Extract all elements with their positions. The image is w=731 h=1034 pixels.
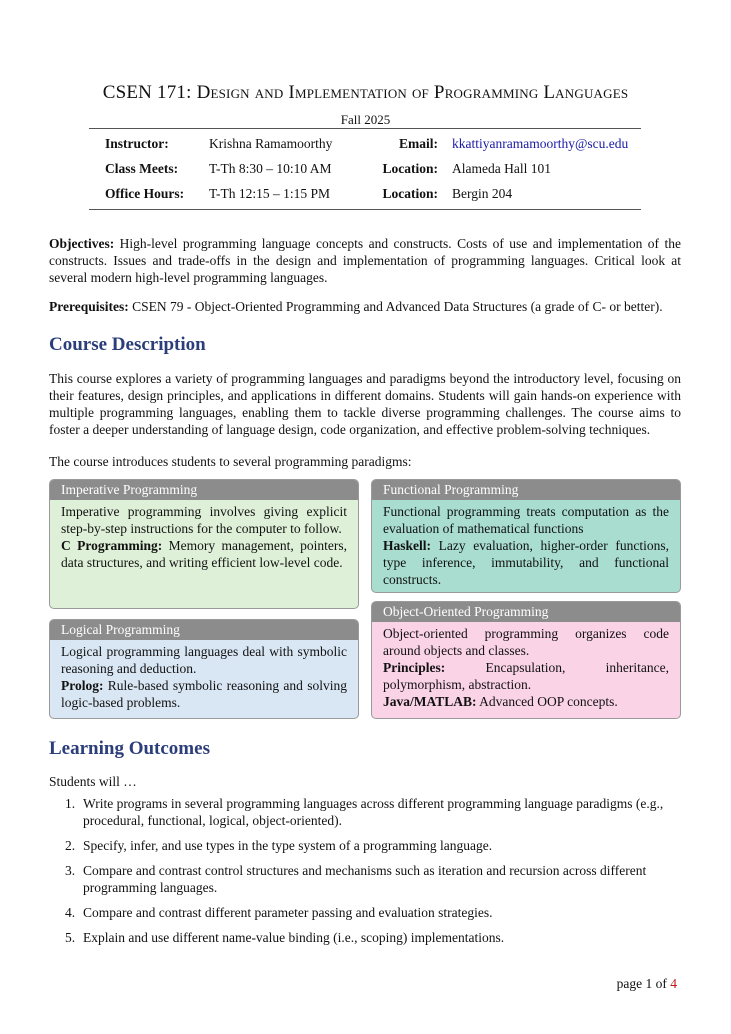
outcome-number: 3. (65, 863, 76, 878)
box-body (50, 640, 358, 715)
box-body (372, 500, 680, 592)
learning-outcomes-list (49, 795, 681, 954)
outcome-item (49, 904, 681, 921)
course-info-table (89, 128, 641, 210)
course-description-paragraph: This course explores a variety of programming languages and paradigms beyond the introductory level, focusing on their features, design principles, and applications in different domains. Students will gain hands-on experience with multiple programming languages, enabling them to tackle diverse programming challenges. The course aims to foster a deeper understanding of language design, code organization, and effective problem-solving techniques. (49, 371, 681, 437)
logical-programming-box (49, 619, 359, 719)
info-row-instructor (89, 132, 641, 157)
info-row-office-hours (89, 182, 641, 207)
box-title: Imperative Programming (50, 480, 358, 500)
page-number (617, 976, 677, 992)
box-title: Object-Oriented Programming (372, 602, 680, 622)
outcome-number: 2. (65, 838, 76, 853)
instructor-value: Krishna Ramamoorthy (209, 136, 333, 151)
learning-outcomes-heading: Learning Outcomes (49, 738, 210, 759)
email-label: Email: (399, 136, 438, 151)
prerequisites-text: CSEN 79 - Object-Oriented Programming and Advanced Data Structures (a grade of C- or better). (128, 299, 663, 314)
class-location-value: Alameda Hall 101 (452, 161, 551, 176)
office-hours-label: Office Hours: (105, 186, 185, 201)
box-item-label: Haskell: (383, 538, 432, 553)
page-number-prefix: page 1 of (616, 976, 671, 991)
functional-programming-box (371, 479, 681, 593)
imperative-programming-box (49, 479, 359, 609)
learning-outcomes-intro: Students will … (49, 774, 137, 789)
term: Fall 2025 (340, 112, 391, 127)
prerequisites-paragraph (49, 298, 681, 315)
outcome-text: Explain and use different name-value binding (i.e., scoping) implementations. (83, 930, 505, 945)
outcome-number: 4. (65, 905, 76, 920)
box-title: Logical Programming (50, 620, 358, 640)
outcome-item (49, 795, 681, 829)
box-item-text: Lazy evaluation, higher-order functions, type inference, immutability, and functional constructs. (383, 538, 669, 587)
box-item-text: Rule-based symbolic reasoning and solving logic-based problems. (61, 678, 347, 710)
box-description: Logical programming languages deal with symbolic reasoning and deduction. (61, 644, 347, 676)
instructor-label: Instructor: (105, 136, 169, 151)
outcome-number: 1. (65, 796, 76, 811)
box-body (50, 500, 358, 575)
class-meets-label: Class Meets: (105, 161, 179, 176)
objectives-label: Objectives: (49, 236, 115, 251)
office-location-value: Bergin 204 (452, 186, 513, 201)
box-item-label: Prolog: (61, 678, 104, 693)
page-total-link[interactable]: 4 (670, 976, 677, 991)
box-item-text: Encapsulation, inheritance, polymorphism, abstraction. (383, 660, 669, 692)
course-title: CSEN 171: Design and Implementation of Programming Languages (102, 82, 629, 103)
outcome-item (49, 929, 681, 946)
box-description: Functional programming treats computation as the evaluation of mathematical functions (383, 504, 669, 536)
outcome-text: Write programs in several programming languages across different programming language paradigms (e.g., procedural, functional, logical, object-oriented). (83, 796, 664, 828)
box-body (372, 622, 680, 714)
outcome-text: Compare and contrast different parameter passing and evaluation strategies. (83, 905, 493, 920)
box-item-label: Principles: (383, 660, 446, 675)
box-item-text: Memory management, pointers, data structures, and writing efficient low-level code. (61, 538, 347, 570)
class-location-label: Location: (382, 161, 438, 176)
outcome-item (49, 862, 681, 896)
office-location-label: Location: (382, 186, 438, 201)
objectives-paragraph (49, 235, 681, 286)
email-link[interactable]: kkattiyanramamoorthy@scu.edu (452, 136, 629, 151)
outcome-text: Specify, infer, and use types in the type system of a programming language. (83, 838, 493, 853)
outcome-text: Compare and contrast control structures and mechanisms such as iteration and recursion across different programming languages. (83, 863, 647, 895)
office-hours-value: T-Th 12:15 – 1:15 PM (209, 186, 331, 201)
outcome-item (49, 837, 681, 854)
class-meets-value: T-Th 8:30 – 10:10 AM (209, 161, 332, 176)
box-description: Imperative programming involves giving explicit step-by-step instructions for the computer to follow. (61, 504, 347, 536)
info-row-class-meets (89, 157, 641, 182)
box-item-label: C Programming: (61, 538, 163, 553)
box-item-label: Java/MATLAB: (383, 694, 477, 709)
object-oriented-programming-box (371, 601, 681, 719)
box-title: Functional Programming (372, 480, 680, 500)
box-item-text: Advanced OOP concepts. (476, 694, 618, 709)
outcome-number: 5. (65, 930, 76, 945)
course-description-heading: Course Description (49, 334, 206, 355)
objectives-text: High-level programming language concepts and constructs. Costs of use and implementation of the constructs. Issues and trade-offs in the design and implementation of programming languages. Critical look at several modern high-level programming languages. (49, 236, 681, 285)
paradigms-intro: The course introduces students to several programming paradigms: (49, 454, 412, 469)
prerequisites-label: Prerequisites: (49, 299, 129, 314)
box-description: Object-oriented programming organizes code around objects and classes. (383, 626, 669, 658)
